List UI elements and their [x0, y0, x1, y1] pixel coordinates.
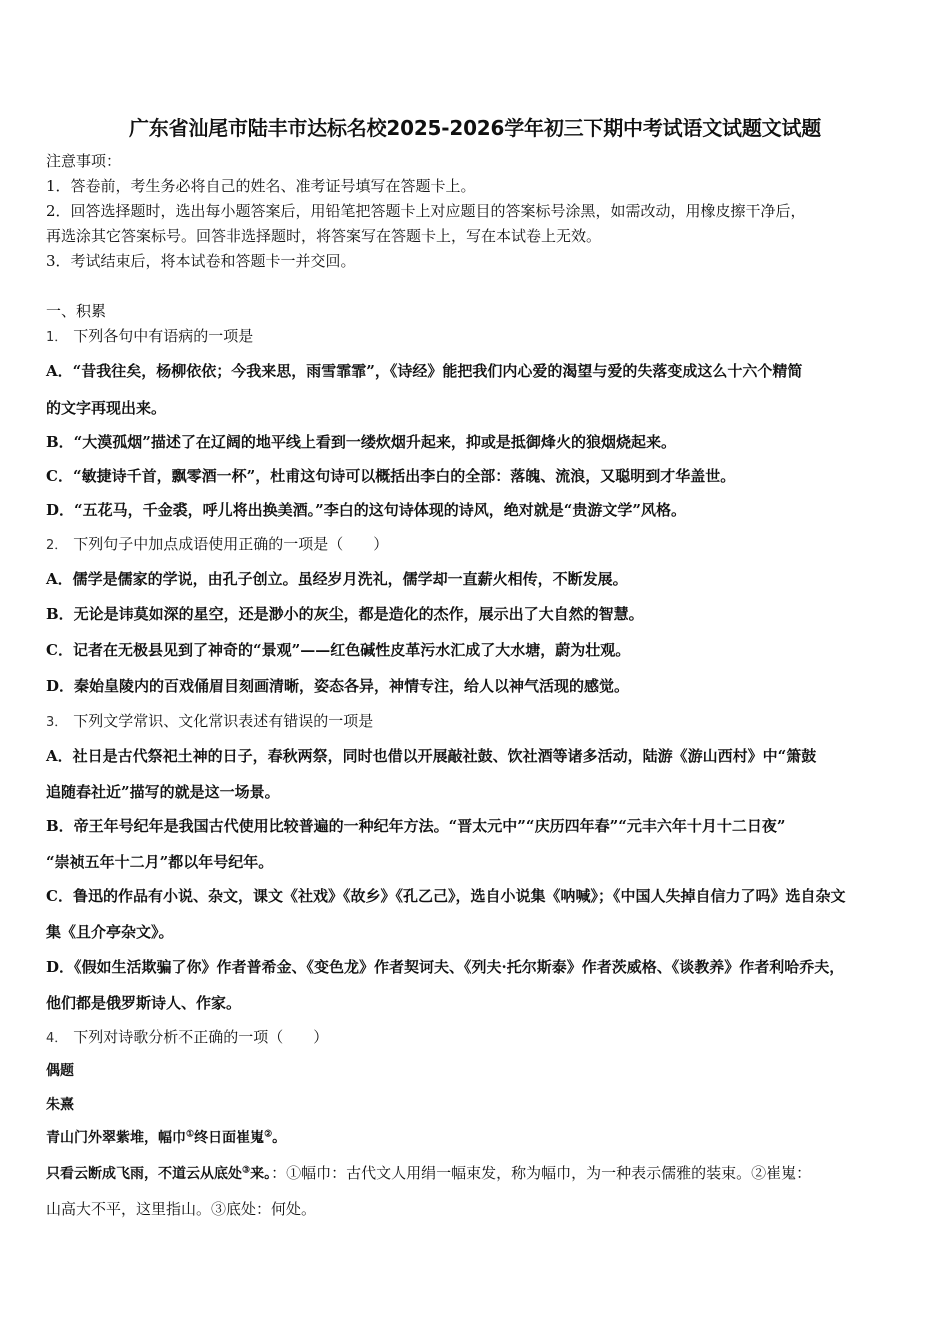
question-3-stem — [46, 711, 373, 733]
q2-option-c: C．记者在无极县见到了神奇的“景观”——红色碱性皮革污水汇成了大水塘，蔚为壮观。 — [46, 641, 631, 659]
q3-option-b-cont: “崇祯五年十二月”都以年号纪年。 — [46, 853, 274, 871]
question-3-number: 3． — [46, 715, 68, 730]
q1-option-c: C．“敏捷诗千首，飘零酒一杯”，杜甫这句诗可以概括出李白的全部：落魄、流浪，又聪明到才华盖世。 — [46, 467, 736, 485]
q3-option-c: C．鲁迅的作品有小说、杂文，课文《社戏》《故乡》《孔乙己》，选自小说集《呐喊》；《中国人失掉自信力了吗》选自杂文 — [46, 887, 846, 905]
poem-line-2-part-a: 只看云断成飞雨，不道云从底处 — [46, 1166, 242, 1182]
q2-option-d: D．秦始皇陵内的百戏俑眉目刻画清晰，姿态各异，神情专注，给人以神气活现的感觉。 — [46, 677, 630, 695]
poem-line-1-part-c: 。 — [272, 1130, 287, 1146]
notice-item-3: 3．考试结束后，将本试卷和答题卡一并交回。 — [46, 252, 356, 270]
q3-option-b: B．帝王年号纪年是我国古代使用比较普遍的一种纪年方法。“晋太元中”“庆历四年春”“元丰六年十月十二日夜” — [46, 817, 786, 835]
q2-option-a: A．儒学是儒家的学说，由孔子创立。虽经岁月洗礼，儒学却一直薪火相传，不断发展。 — [46, 570, 628, 588]
question-1-stem — [46, 326, 253, 348]
question-2-number: 2． — [46, 538, 68, 553]
poem-notes: ：①幅巾：古代文人用绢一幅束发，称为幅巾，为一种表示儒雅的装束。②崔嵬： — [271, 1164, 812, 1182]
question-1-text: 下列各句中有语病的一项是 — [73, 327, 254, 345]
question-2-text: 下列句子中加点成语使用正确的一项是（ ） — [73, 535, 389, 553]
poem-title: 偶题 — [46, 1063, 74, 1079]
q3-option-d: D．《假如生活欺骗了你》作者普希金、《变色龙》作者契诃夫、《列夫·托尔斯泰》作者茨威格、《谈教养》作者利哈乔夫， — [46, 958, 845, 976]
q3-option-c-cont: 集《且介亭杂文》。 — [46, 923, 174, 941]
footnote-mark-1: ① — [186, 1129, 195, 1140]
question-4-text: 下列对诗歌分析不正确的一项（ ） — [73, 1028, 329, 1046]
q1-option-b: B．“大漠孤烟”描述了在辽阔的地平线上看到一缕炊烟升起来，抑或是抵御烽火的狼烟烧起来。 — [46, 433, 676, 451]
poem-line-2 — [46, 1163, 811, 1184]
notice-item-1: 1．答卷前，考生务必将自己的姓名、准考证号填写在答题卡上。 — [46, 177, 476, 195]
poem-line-2-part-b: 来。 — [250, 1166, 272, 1182]
footnote-mark-3: ③ — [242, 1165, 251, 1176]
q1-option-a: A．“昔我往矣，杨柳依依；今我来思，雨雪霏霏”，《诗经》能把我们内心爱的渴望与爱的失落变成这么十六个精简 — [46, 362, 803, 380]
question-4-number: 4． — [46, 1031, 68, 1046]
question-1-number: 1． — [46, 330, 68, 345]
notice-item-2: 2．回答选择题时，选出每小题答案后，用铅笔把答题卡上对应题目的答案标号涂黑，如需改动，用橡皮擦干净后， — [46, 202, 806, 220]
poem-author: 朱熹 — [46, 1097, 74, 1113]
question-3-text: 下列文学常识、文化常识表述有错误的一项是 — [73, 712, 374, 730]
section-heading: 一、积累 — [46, 302, 107, 320]
notice-heading: 注意事项： — [46, 152, 122, 170]
poem-line-1-part-a: 青山门外翠紫堆，幅巾 — [46, 1130, 186, 1146]
page-title: 广东省汕尾市陆丰市达标名校2025-2026学年初三下期中考试语文试题文试题 — [128, 116, 822, 140]
question-2-stem — [46, 534, 388, 556]
q3-option-a-cont: 追随春社近”描写的就是这一场景。 — [46, 783, 280, 801]
q3-option-d-cont: 他们都是俄罗斯诗人、作家。 — [46, 994, 242, 1012]
q2-option-b: B．无论是讳莫如深的星空，还是渺小的灰尘，都是造化的杰作，展示出了大自然的智慧。 — [46, 605, 644, 623]
q1-option-a-cont: 的文字再现出来。 — [46, 399, 167, 417]
notice-item-2-cont: 再选涂其它答案标号。回答非选择题时，将答案写在答题卡上，写在本试卷上无效。 — [46, 227, 602, 245]
question-4-stem — [46, 1027, 328, 1049]
poem-line-1-part-b: 终日面崔嵬 — [194, 1130, 265, 1146]
poem-notes-cont: 山高大不平，这里指山。③底处：何处。 — [46, 1200, 317, 1218]
footnote-mark-2: ② — [264, 1129, 273, 1140]
q3-option-a: A．社日是古代祭祀土神的日子，春秋两祭，同时也借以开展敲社鼓、饮社酒等诸多活动，陆游《游山西村》中“箫鼓 — [46, 747, 817, 765]
q1-option-d: D．“五花马，千金裘，呼儿将出换美酒。”李白的这句诗体现的诗风，绝对就是“贵游文学”风格。 — [46, 501, 687, 519]
poem-line-1 — [46, 1128, 286, 1148]
